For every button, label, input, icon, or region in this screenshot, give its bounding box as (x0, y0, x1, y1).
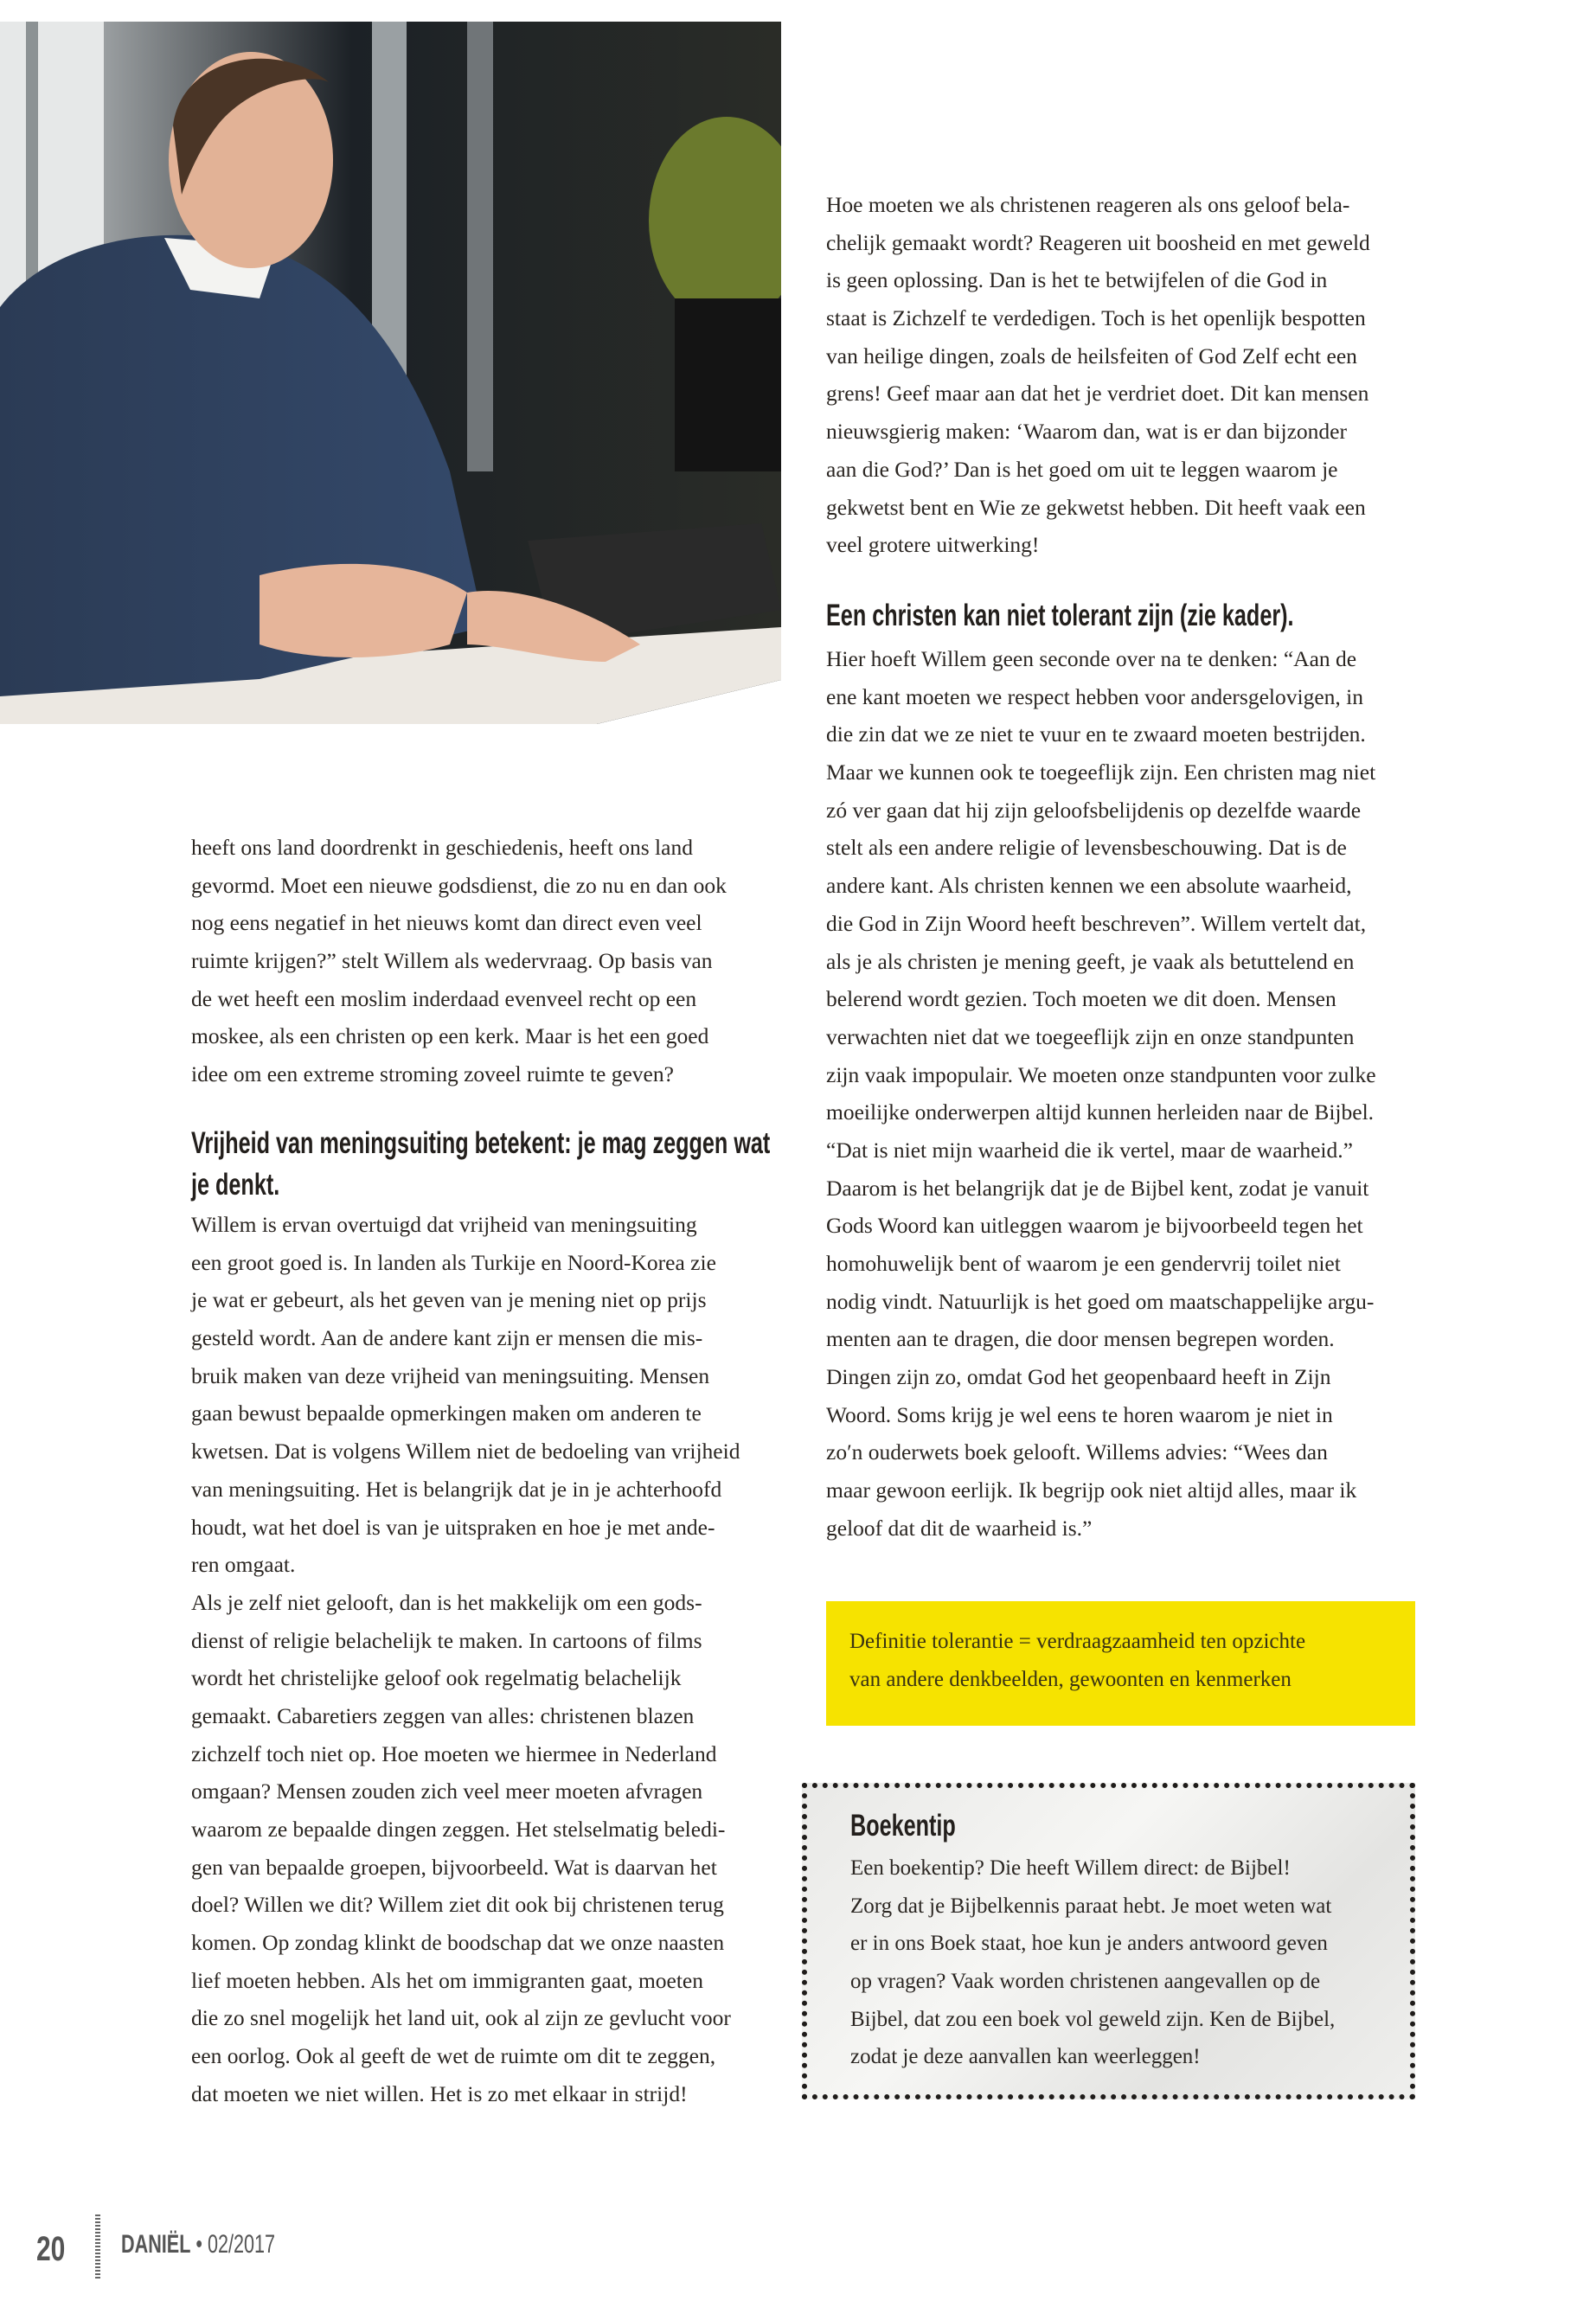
text-line: lief moeten hebben. Als het om immigranten gaat, moeten (191, 1967, 704, 1993)
interview-photo (0, 22, 781, 724)
text-line: moskee, als een christen op een kerk. Maar is het een goed (191, 1023, 709, 1049)
text-line: houdt, wat het doel is van je uitspraken en hoe je met ande- (191, 1514, 715, 1540)
right-body-text (826, 640, 1376, 1548)
text-line: stelt als een andere religie of levensbeschouwing. Dat is de (826, 835, 1347, 861)
text-line: idee om een extreme stroming zoveel ruimte te geven? (191, 1061, 674, 1087)
text-line: op vragen? Vaak worden christenen aangevallen op de (850, 1970, 1321, 1994)
text-line: Maar we kunnen ook te toegeeflijk zijn. Een christen mag niet (826, 760, 1376, 785)
magazine-issue (121, 2230, 275, 2259)
text-line: Woord. Soms krijg je wel eens te horen waarom je niet in (826, 1401, 1333, 1427)
text-line: grens! Geef maar aan dat het je verdriet doet. Dit kan mensen (826, 381, 1369, 407)
left-body-text (191, 1206, 740, 2113)
text-line: omgaan? Mensen zouden zich veel meer moeten afvragen (191, 1779, 703, 1804)
text-line: zijn vaak impopulair. We moeten onze standpunten voor zulke (826, 1061, 1376, 1087)
book-tip-text (850, 1849, 1335, 2076)
text-line: verwachten niet dat we toegeeflijk zijn en onze standpunten (826, 1023, 1355, 1049)
text-line: is geen oplossing. Dan is het te betwijfelen of die God in (826, 267, 1328, 293)
text-line: Hoe moeten we als christenen reageren als ons geloof bela- (826, 192, 1350, 217)
text-line: aan die God?’ Dan is het goed om uit te leggen waarom je (826, 456, 1338, 482)
text-line: als je als christen je mening geeft, je vaak als betuttelend en (826, 948, 1355, 974)
text-line: chelijk gemaakt wordt? Reageren uit boosheid en met geweld (826, 229, 1370, 255)
text-line: Hier hoeft Willem geen seconde over na te denken: “Aan de (826, 646, 1357, 671)
text-line: zichzelf toch niet op. Hoe moeten we hiermee in Nederland (191, 1740, 717, 1766)
text-line: gevormd. Moet een nieuwe godsdienst, die zo nu en dan ook (191, 872, 727, 898)
text-line: staat is Zichzelf te verdedigen. Toch is het openlijk bespotten (826, 305, 1366, 331)
text-line: gemaakt. Cabaretiers zeggen van alles: christenen blazen (191, 1702, 695, 1728)
footer-divider (95, 2214, 100, 2280)
text-line: ruimte krijgen?” stelt Willem als wedervraag. Op basis van (191, 948, 713, 974)
text-line: heeft ons land doordrenkt in geschiedenis, heeft ons land (191, 835, 693, 860)
issue-date: 02/2017 (207, 2230, 276, 2259)
page-number: 20 (36, 2230, 66, 2268)
text-line: doel? Willen we dit? Willem ziet dit ook bij christenen terug (191, 1892, 724, 1918)
magazine-name: DANIËL (121, 2230, 191, 2259)
text-line: Dingen zijn zo, omdat God het geopenbaard heeft in Zijn (826, 1364, 1331, 1390)
separator-dot: • (195, 2230, 202, 2259)
text-line: van andere denkbeelden, gewoonten en kenmerken (849, 1667, 1292, 1691)
left-intro-paragraph (191, 829, 727, 1093)
text-line: maar gewoon eerlijk. Ik begrijp ook niet altijd alles, maar ik (826, 1477, 1357, 1503)
text-line: een oorlog. Ook al geeft de wet de ruimte om dit te zeggen, (191, 2043, 716, 2069)
text-line: Daarom is het belangrijk dat je de Bijbel kent, zodat je vanuit (826, 1175, 1369, 1201)
text-line: Gods Woord kan uitleggen waarom je bijvoorbeeld tegen het (826, 1213, 1363, 1239)
text-line: “Dat is niet mijn waarheid die ik vertel, maar de waarheid.” (826, 1137, 1353, 1163)
text-line: zo′n ouderwets boek gelooft. Willems advies: “Wees dan (826, 1439, 1328, 1465)
right-intro-paragraph (826, 186, 1370, 564)
text-line: geloof dat dit de waarheid is.” (826, 1515, 1093, 1541)
text-line: die God in Zijn Woord heeft beschreven”. Willem vertelt dat, (826, 910, 1367, 936)
text-line: Als je zelf niet gelooft, dan is het makkelijk om een gods- (191, 1589, 702, 1615)
text-line: gekwetst bent en Wie ze gekwetst hebben. Dit heeft vaak een (826, 494, 1366, 520)
text-line: andere kant. Als christen kennen we een absolute waarheid, (826, 873, 1352, 899)
text-line: dienst of religie belachelijk te maken. In cartoons of films (191, 1627, 702, 1653)
text-line: menten aan te dragen, die door mensen begrepen worden. (826, 1326, 1335, 1352)
text-line: bruik maken van deze vrijheid van meningsuiting. Mensen (191, 1362, 710, 1388)
text-line: moeilijke onderwerpen altijd kunnen herleiden naar de Bijbel. (826, 1099, 1375, 1125)
text-line: je denkt. (191, 1168, 280, 1202)
text-line: die zo snel mogelijk het land uit, ook al zijn ze gevlucht voor (191, 2005, 731, 2031)
text-line: Willem is ervan overtuigd dat vrijheid van meningsuiting (191, 1212, 697, 1237)
definition-box (826, 1601, 1415, 1726)
text-line: die zin dat we ze niet te vuur en te zwaard moeten bestrijden. (826, 721, 1366, 747)
text-line: zodat je deze aanvallen kan weerleggen! (850, 2045, 1201, 2069)
text-line: wordt het christelijke geloof ook regelmatig belachelijk (191, 1665, 682, 1691)
text-line: gen van bepaalde groepen, bijvoorbeeld. Wat is daarvan het (191, 1854, 717, 1880)
text-line: nieuwsgierig maken: ‘Waarom dan, wat is er dan bijzonder (826, 419, 1347, 445)
text-line: komen. Op zondag klinkt de boodschap dat we onze naasten (191, 1930, 725, 1956)
text-line: Zorg dat je Bijbelkennis paraat hebt. Je moet weten wat (850, 1894, 1332, 1918)
text-line: Vrijheid van meningsuiting betekent: je mag zeggen wat (191, 1126, 771, 1160)
definition-text (849, 1623, 1305, 1698)
text-line: Bijbel, dat zou een boek vol geweld zijn. Ken de Bijbel, (850, 2007, 1336, 2031)
text-line: veel grotere uitwerking! (826, 532, 1040, 558)
text-line: gesteld wordt. Aan de andere kant zijn er mensen die mis- (191, 1325, 703, 1351)
text-line: ren omgaat. (191, 1552, 296, 1578)
text-line: van meningsuiting. Het is belangrijk dat je in je achterhoofd (191, 1476, 722, 1502)
book-tip-title: Boekentip (850, 1809, 956, 1843)
text-line: je wat er gebeurt, als het geven van je mening niet op prijs (191, 1287, 707, 1313)
section-heading-freedom-of-speech (191, 1123, 770, 1206)
section-heading-tolerance (826, 595, 1294, 637)
text-line: Definitie tolerantie = verdraagzaamheid ten opzichte (849, 1630, 1306, 1653)
text-line: Een boekentip? Die heeft Willem direct: de Bijbel! (850, 1856, 1291, 1880)
text-line: er in ons Boek staat, hoe kun je anders antwoord geven (850, 1932, 1328, 1956)
text-line: van heilige dingen, zoals de heilsfeiten of God Zelf echt een (826, 343, 1357, 369)
text-line: Een christen kan niet tolerant zijn (zie kader). (826, 599, 1294, 632)
text-line: ene kant moeten we respect hebben voor andersgelovigen, in (826, 683, 1363, 709)
text-line: homohuwelijk bent of waarom je een gendervrij toilet niet (826, 1251, 1341, 1276)
text-line: de wet heeft een moslim inderdaad evenveel recht op een (191, 985, 697, 1011)
text-line: belerend wordt gezien. Toch moeten we dit doen. Mensen (826, 986, 1336, 1012)
text-line: een groot goed is. In landen als Turkije en Noord-Korea zie (191, 1249, 716, 1275)
text-line: gaan bewust bepaalde opmerkingen maken om anderen te (191, 1400, 702, 1426)
text-line: zó ver gaan dat hij zijn geloofsbelijdenis op dezelfde waarde (826, 797, 1362, 823)
text-line: nog eens negatief in het nieuws komt dan direct even veel (191, 910, 702, 936)
text-line: nodig vindt. Natuurlijk is het goed om maatschappelijke argu- (826, 1288, 1375, 1314)
text-line: waarom ze bepaalde dingen zeggen. Het stelselmatig beledi- (191, 1817, 726, 1842)
text-line: kwetsen. Dat is volgens Willem niet de bedoeling van vrijheid (191, 1439, 740, 1465)
text-line: dat moeten we niet willen. Het is zo met elkaar in strijd! (191, 2080, 688, 2106)
book-tip-box (802, 1783, 1415, 2099)
